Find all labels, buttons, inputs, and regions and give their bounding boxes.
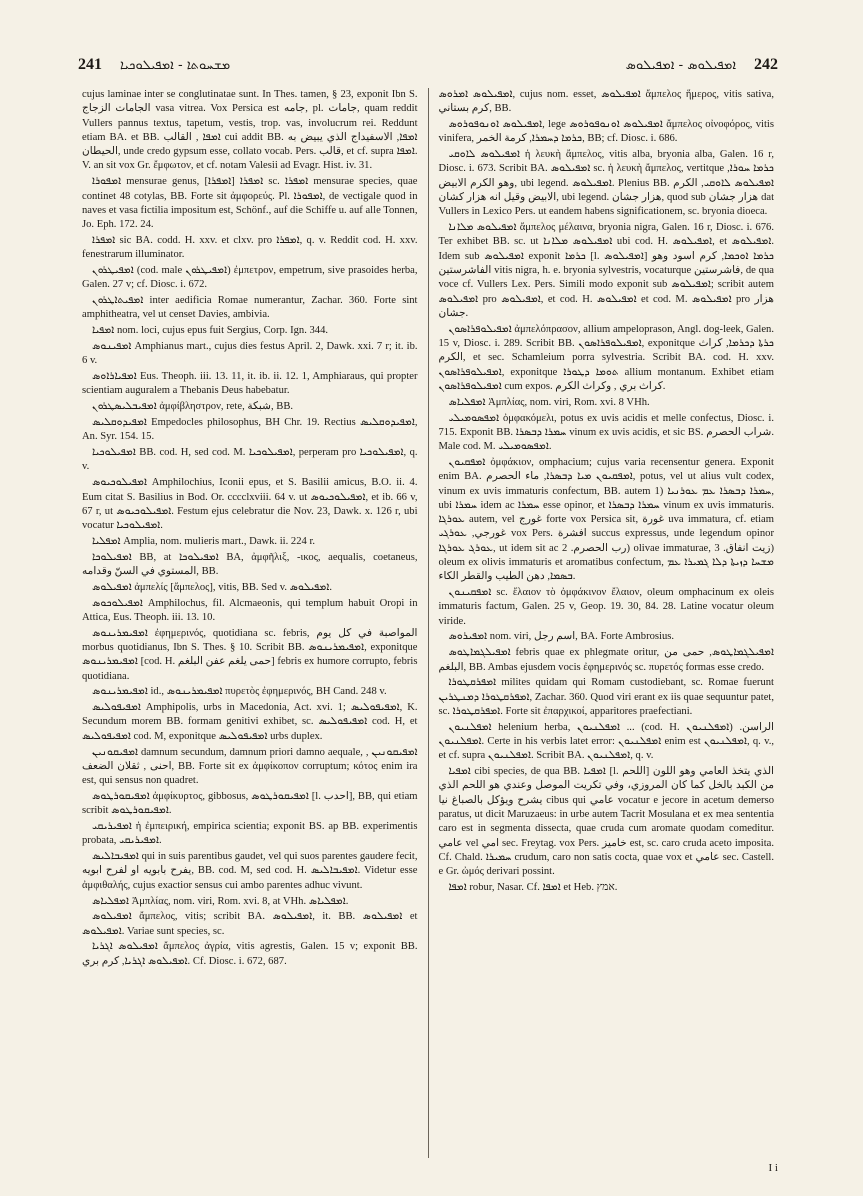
dictionary-entry: ܐܡܦܝܠܓܡܐܛܘܣ febris quae ex phlegmate oritur, ܐܡܦܝܠܓܡܐܛܘܣ, حمى من البلغم, BB. Ambas ejusdem vocis ἐφημερινός sc. πυρετός formas esse credo. xyxy=(438,647,774,673)
dictionary-entry: ܐܡܦܝܪܘܣ nom. viri, اسم رجل, BA. Forte Ambrosius. xyxy=(448,631,675,643)
dictionary-entry: ܐܡܦܠܝܐܣ Ἀμπλίας, nom. viri, Rom. xvi. 8 VHh. xyxy=(448,396,650,408)
dictionary-entry: ܐܡܦܝܩܘܪܛܘܣ ἀμφίκυρτος, gibbosus, ܐܡܦܝܩܘܪܛܘܣ [l. احدب], BB, qui etiam scribit ܐܡܦܝܩܘܪܛܘܣ. xyxy=(82,790,418,817)
dictionary-entry: ܐܡܦܪܩܛܘܪܐ milites quidam qui Romam custodiebant, sc. Romae fuerunt ܐܡܦܪܩܛܘܪܐ ܕܡܢܛܪܝܢ, Zachar. 360. Quod viri erant ex iis quae sequuntur patet, sc. ܐܡܦܪܩܛܘܪܐ. Forte sit ἐπαρχικοί, apparitores praefectiani. xyxy=(438,677,774,717)
signature-mark: I i xyxy=(768,1162,778,1174)
dictionary-entry: ܐܡܦܘܪܐ mensurae genus, ܐܡܦܪܐ [ܐܡܦܪܐ] sc. ܐܡܦܪܐ mensurae species, quae continet 48 cotylas, BB. Forte sit ἀμφορεύς. Pl. ܐܡܦܘܪܐ, de vectigale quod in naves et vasa fictilia impositum est, Schönf., auf die Schiffe u. auf alle Tonnen, Jo. Eph. 172. 24. xyxy=(82,176,418,231)
dictionary-entry: ܐܡܦܝܐ cibi species, de qua BB. ܐܡܦܝܐ [l. اللحم] الذي يتخذ العامي وهو اللون من الكبد بالخل كما كان المروزي، وفي تكريت الموصل وعندي هو اللحم الذي يشرح ويؤكل بالصباغ نيا cibus qui عامي vocatur e jecore in acetum demerso paratus, ut dicit Maruzaeus: in urbe autem Tacrit Mosulana et ex mea sententia caro est in segmenta dissecta, quae cruda cum aromate quodam comeditur. عامي vel امي sec. Freytag. vox Pers. خاميز est, sc. caro cruda aceto imposita. Cf. Chald. ܚܡܝܪܐ crudum, caro non satis cocta, quae vox et عامي sec. Castell. e Gr. ὠμός derivari possint. xyxy=(438,766,775,878)
left-running-head: ܡܫܚܘܬܐ - ܐܡܦܝܠܘܟܝܐ xyxy=(120,57,231,73)
page-header xyxy=(78,50,778,80)
page-footer xyxy=(78,1162,778,1178)
dictionary-entry: ܐܡܦܝܒܐܠܝܣ qui in suis parentibus gaudet, vel qui suos parentes gaudere fecit, يفرح بابويه او لفرح ابويه, BB. cod. M, sed cod. H. ܐܡܦܝܒܐܠܝܣ. Videtur esse ἀμφιθαλής, cujus exactior sensus cui ambo parentes adhuc vivunt. xyxy=(82,851,418,891)
dictionary-entry: cujus laminae inter se conglutinatae sunt. In Thes. tamen, § 23, exponit Ibn S. الجامات الزجاج vasa vitrea. Vox Persica est جامه, pl. جامات, quam reddit Vullers pannus textus, tapetum, vestis, trop. vas, involucrum rei. Reddunt etiam BA. et BB. ܐܡܦܐ , القالب cui addit BB. ܐܡܦܐ, الاسفيداج الذي يبيض به الحيطان, unde credo gypsum esse, collato vocab. Pers. قالب, et cf. supra ܐܡܦܐ. V. an sit vox Gr. ἔμφωτον, et cf. notam Valesii ad Evagr. Hist. iv. 31. xyxy=(82,89,418,172)
dictionary-entry: ܐܡܦܝܠܘܣ ܠܐܘܩܝ ἡ λευκὴ ἄμπελος, vitis alba, bryonia alba, Galen. 16 r, Diosc. i. 673. Scribit BA. ܐܡܦܝܠܘܣ sc. ἡ λευκὴ ἄμπελος, vertitque ܟܪܡܐ ܚܘܪܐ, وهو الكرم الابيض, ubi legend. ܐܡܦܝܠܘܣ. Plenius BB. ܐܡܦܝܠܘܣ ܠܐܘܩܝ, الكرم الابيض وقيل انه هزار كشان, ubi legend. هزار جشان, quod sub هزار جشان dat Vullers in Lexico Pers. ut eandem habens significationem, sc. bryonia dioeca. xyxy=(438,149,775,218)
left-page-number: 241 xyxy=(78,56,102,73)
dictionary-entry: ܐܡܦܝܠܘܣ ἀμπελίς [ἄμπελος], vitis, BB. Sed v. ܐܡܦܝܠܘܣ. xyxy=(92,581,332,593)
dictionary-entry: ܐܡܦܝܛܪܘܢ (cod. male ܐܡܦܝܛܪܘܢ) ἐμπετρον, empetrum, sive prasoides herba, Galen. 27 v; cf. Diosc. i. 672. xyxy=(82,265,418,291)
dictionary-entry: ܐܡܦܝܠܘܦܪܐܣܘܢ ἀμπελόπρασον, allium ampeloprason, Angl. dog-leek, Galen. 15 v, Diosc. i. 289. Scribit BB. ܐܡܦܝܠܘܦܪܐܣܘܢ, exponitque ܟܪܬܐ ܕܟܪܡܐ, كراث الكرم, et sec. Schamleium porra sylvestria. Scribit BA. cod. H. xxv. ܐܡܦܝܠܘܦܪܐܣܘܢ, exponitque ܬܘܡܐ ܕܛܘܪܐ allium montanum. Exhibet etiam ܐܡܦܝܠܘܦܪܐܣܘܢ cum expos. كراث بري , وكراث الكرم. xyxy=(438,323,774,392)
left-column xyxy=(78,88,422,1158)
dictionary-entry: ܐܡܦܝܠܘܣ ܐܓܪܝܐ ἄμπελος ἀγρία, vitis agrestis, Galen. 15 v; exponit BB. ܐܡܦܝܠܘܣ ܐܓܪܝܐ, كرم بري. Cf. Diosc. i. 672, 687. xyxy=(82,941,418,967)
header-right xyxy=(626,56,778,74)
dictionary-entry: ܐܡܦܝܠܘܣ ܡܠܐܢܐ ἄμπελος μέλαινα, bryonia nigra, Galen. 16 r, Diosc. i. 676. Ter exhibet BB. sc. ut ܐܡܦܝܠܘܣ ܡܠܐܢܐ ubi cod. H. ܐܡܦܝܠܘܣ, et ܐܡܦܝܠܘܣ. Idem sub ܐܡܦܝܠܘܣ exponit ܟܪܡܐ [l. ܐܡܦܝܠܘܣ] ܟܪܡܐ ܐܘܟܡܐ, كرم اسود وهو الفاشرستين vitis nigra, h. e. bryonia sylvestris, vocaturque فاشرستين, de qua voce cf. Vullers Lex. Pers. Simili modo exponit sub ܐܡܦܝܠܘܣ; scribit autem ܐܡܦܝܠܘܣ pro ܐܡܦܝܠܘܣ, et cod. H. ܐܡܦܝܠܘܣ et cod. M. ܐܡܦܝܠܘܣ pro هزار جشان. xyxy=(438,222,774,319)
column-rule xyxy=(428,88,429,1158)
dictionary-entry: ܐܡܦܠܢܝܘܢ helenium herba, ܐܡܦܠܢܝܘܢ ... (cod. H. ܐܡܦܠܢܝܘܢ) الراسن. ܐܡܦܠܢܝܘܢ. Certe in his verbis latet error: ܐܡܦܠܢܝܘܢ enim est ܐܡܦܠܢܝܘܢ, q. v., et cf. supra ܐܡܦܠܢܝܘܢ. Scribit BA. ܐܡܦܠܢܝܘܢ, q. v. xyxy=(438,721,774,762)
dictionary-entry: ܐܡܦܩܝܘܢ ὀμφάκιον, omphacium; cujus varia recensentur genera. Exponit enim BA. ܐܡܦܩܝܘܢ ܡܝܐ ܕܒܣܪܐ, ماء الحصرم, potus, vel ut alius vult codex, vinum ex uvis immaturis confectum, BB. autem 1) ܚܡܪܐ ܕܒܣܪܐ ܥܡ ܥܘܪܢܝܐ, ubi ܚܡܪܐ idem ac ܚܡܪܐ esse opinor, et ܚܡܪܐ ܕܒܣܪܐ vinum ex uvis immaturis. ܥܘܪܓܐ autem, vel غورج forte vox Persica sit, غورة uva immatura, cf. etiam غورجي, ܥܘܪܓܝ vox Pers. افشرة succus expressus, unde legendum opinor ܥܘܪܓ ܥܘܪܓܐ, ut idem sit ac رب الحصرم. 2) olivae immaturae, زيت انفاق. 3) oleum ex olivis immaturis et aromatibus confectum, ܡܫܚܐ ܕܙܝܬܐ ܕܠܐ ܓܡܝܪܐ ܥܡ ܒܣܡܐ, دهن الطيب والقطر الكاء. xyxy=(438,456,775,583)
dictionary-entry: ܐܡܦܝܪܝܩܝ ἡ ἐμπειρική, empirica scientia; exponit BS. ap BB. experimentis probata, ܐܡܦܝܪܝܩܝ. xyxy=(82,821,418,847)
right-column xyxy=(434,88,778,1158)
dictionary-entry: ܐܡܦܣܘܡܝܠܝ ὀμφακόμελι, potus ex uvis acidis et melle confectus, Diosc. i. 715. Exponit BB. ܚܡܪܐ ܕܒܣܪܐ vinum ex uvis acidis, et sic BS. شراب الحصرم. Male cod. M. ܐܡܦܣܘܡܝܠܝ. xyxy=(438,412,774,453)
dictionary-entry: ܐܡܦܝܐܪܐܘܣ Eus. Theoph. iii. 13. 11, it. ib. ii. 12. 1, Amphiaraus, qui propter scientiam auguralem a Thebanis Deus habebatur. xyxy=(82,371,418,397)
dictionary-entry: ܐܡܦܝܠܘܣ ܐܘܢܘܦܘܪܘܣ, lege ܐܡܦܝܠܘܣ ܐܘܢܘܦܘܪܘܣ ἄμπελος οἰνοφόρος, vitis vinifera, ܟܪܡܐ ܕܚܡܪܐ, كرمة الخمر, BB; cf. Diosc. i. 686. xyxy=(438,119,774,145)
dictionary-entry: ܐܡܦܐ robur, Nasar. Cf. ܐܡܦܐ et Heb. אמץ. xyxy=(448,882,618,894)
dictionary-entry: ܐܡܦܝܬܐܛܪܘܢ inter aedificia Romae numerantur, Zachar. 360. Forte sint amphitheatra, vel ut censet Davies, ambivia. xyxy=(82,295,418,321)
dictionary-entry: ܐܡܦܝܡܪܝܢܘܣ ἐφημερινός, quotidiana sc. febris, المواصبة في كل يوم morbus quotidianus, Ibn S. Thes. § 10. Scribit BB. ܐܡܦܝܡܪܝܢܘܣ, exponitque ܐܡܦܝܡܪܝܢܘܣ [cod. H. حمى يلغم عفن البلغم] febris ex humore corrupto, febris quotidiana. xyxy=(82,627,418,682)
header-left xyxy=(78,56,230,74)
two-column-body xyxy=(78,88,778,1158)
right-page-number: 242 xyxy=(754,56,778,73)
dictionary-entry: ܐܡܦܝܡܪܝܢܘܣ id., ܐܡܦܝܡܪܝܢܘܣ πυρετὸς ἐφημερινός, BH Cand. 248 v. xyxy=(92,686,387,698)
dictionary-entry: ܐܡܦܝܒܠܝܣܛܪܘܢ ἀμφίβληστρον, rete, شبكة, BB. xyxy=(92,401,294,413)
dictionary-entry: ܐܡܦܠܝܐܣ Ἀμπλίας, nom. viri, Rom. xvi. 8, at VHh. ܐܡܦܠܝܐܣ. xyxy=(92,895,349,907)
dictionary-entry: ܐܡܦܝܕܘܩܠܝܣ Empedocles philosophus, BH Chr. 19. Rectius ܐܡܦܝܕܘܩܠܝܣ, An. Syr. 154. 15. xyxy=(82,417,418,443)
dictionary-entry: ܐܡܦܩܝܢܘܢ sc. ἔλαιον τὸ ὀμφάκινον ἔλαιον, oleum omphacinum ex oleis immaturis factum, Galen. 25 v, Geop. 19. 30, 84. 28. Latine vocatur oleum viride. xyxy=(438,587,774,627)
dictionary-entry: ܐܡܦܝܦܘܠܝܣ Amphipolis, urbs in Macedonia, Act. xvi. 1; ܐܡܦܝܦܘܠܝܣ, K. Secundum morem BB. formam genitivi exhibet, sc. ܐܡܦܝܦܘܠܝܣ cod. H, et ܐܡܦܝܦܘܠܝܣ cod. M, exponitque ܐܡܦܝܦܘܠܝܣ urbs duplex. xyxy=(82,702,418,742)
dictionary-entry: ܐܡܦܠܝܐ Amplia, nom. mulieris mart., Dawk. ii. 224 r. xyxy=(92,535,316,547)
dictionary-entry: ܐܡܦܝܠܘܣ ܐܡܪܘܣ, cujus nom. esset, ܐܡܦܝܠܘܣ ἄμπελος ἥμερος, vitis sativa, كرم بستاني, BB. xyxy=(438,89,775,115)
dictionary-entry: ܐܡܦܝܠܘܟܐ BB, at ܐܡܦܝܠܘܟܐ BA, ἀμφῆλιξ, -ικος, aequalis, coetaneus, المستوي في السنّ وقدامه, BB. xyxy=(82,551,418,577)
dictionary-entry: ܐܡܦܝܠܘܟܝܘܣ Amphilochius, Iconii epus, et S. Basilii amicus, B.O. ii. 4. Eum citat S. Basilius in Bod. Or. cccclxviii. 64 v. ut ܐܡܦܝܠܘܟܝܘܣ, et ib. 66 v, 67 r, ut ܐܡܦܝܠܘܟܝܘܣ. Festum ejus celebratur die Nov. 23, Dawk. x. 126 r, ubi vocatur ܐܡܦܝܠܘܟܝܐ. xyxy=(82,477,418,532)
dictionary-entry: ܐܡܦܝܠܘܟܘܣ Amphilochus, fil. Alcmaeonis, qui templum habuit Oropi in Attica, Eus. Theoph. iii. 13. 10. xyxy=(82,597,418,623)
dictionary-entry: ܐܡܦܝܩܘܢܝܢ damnum secundum, damnum priori damno aequale, ܐܡܦܝܩܘܢܝܢ , احنى , ثقلان الضعف, BB. Forte sit ex ἀμφίκοπον corruptum; κότος enim ira est, qui sensus non quadret. xyxy=(82,746,418,787)
dictionary-entry: ܐܡܦܝܠܘܣ ἄμπελος, vitis; scribit BA. ܐܡܦܝܠܘܣ, it. BB. ܐܡܦܝܠܘܣ et ܐܡܦܝܠܘܣ. Variae sunt species, sc. xyxy=(82,911,418,937)
dictionary-entry: ܐܡܦܝܐ nom. loci, cujus epus fuit Sergius, Corp. Ign. 344. xyxy=(92,325,329,337)
dictionary-entry: ܐܡܦܝܠܘܟܝܐ BB. cod. H, sed cod. M. ܐܡܦܝܠܘܟܝܐ, perperam pro ܐܡܦܝܠܘܟܝܐ, q. v. xyxy=(82,447,418,473)
dictionary-entry: ܐܡܦܝܢܘܣ Amphianus mart., cujus dies festus April. 2, Dawk. xxi. 7 r; it. ib. 6 v. xyxy=(82,341,418,367)
right-running-head: ܐܡܦܝܠܘܣ - ܐܡܦܝܠܘܣ xyxy=(625,57,736,73)
dictionary-entry: ܐܡܦܪܐ sic BA. codd. H. xxv. et clxv. pro ܐܡܦܪܐ, q. v. Reddit cod. H. xxv. fenestrarum illuminator. xyxy=(82,234,418,261)
